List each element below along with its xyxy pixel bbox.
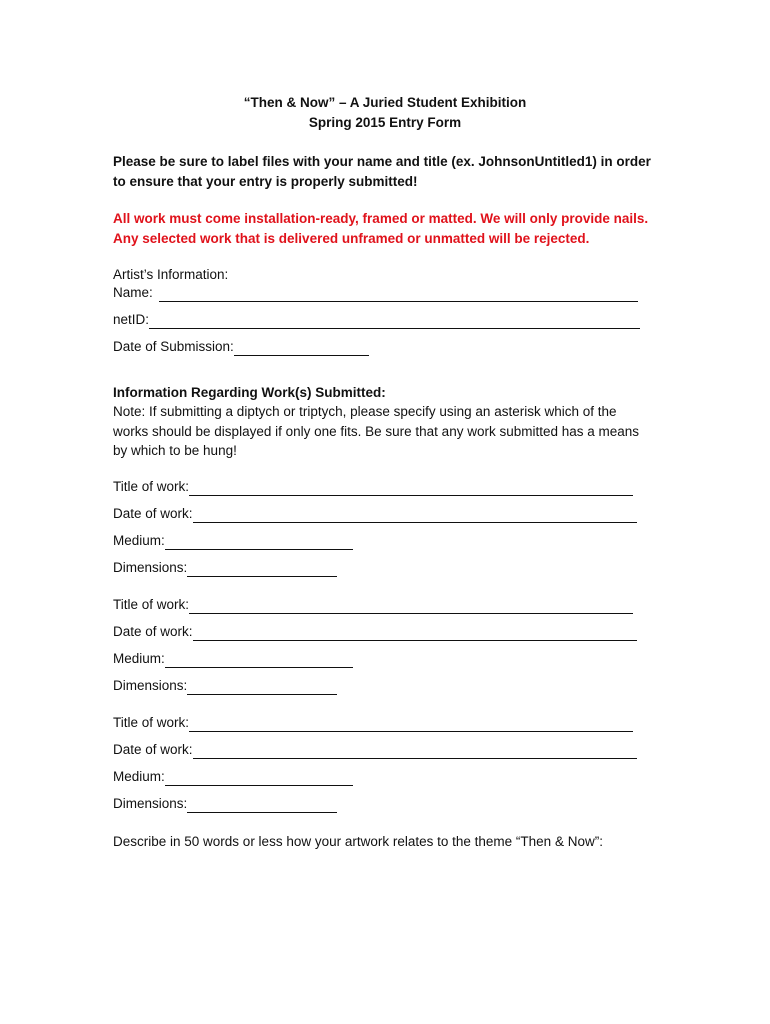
work-dimensions-label: Dimensions:	[113, 796, 188, 811]
works-heading: Information Regarding Work(s) Submitted:	[113, 385, 386, 400]
work-date-label: Date of work:	[113, 742, 193, 757]
work-dimensions-field[interactable]	[187, 680, 337, 695]
work-date-field[interactable]	[193, 508, 637, 523]
framing-warning-line: Any selected work that is delivered unframed or unmatted will be rejected.	[113, 230, 590, 246]
work-title-label: Title of work:	[113, 479, 190, 494]
work-medium-row	[113, 532, 353, 550]
work-dimensions-field[interactable]	[187, 798, 337, 813]
work-medium-label: Medium:	[113, 651, 165, 666]
submission-date-label: Date of Submission:	[113, 339, 234, 354]
name-label: Name:	[113, 285, 153, 300]
work-dimensions-row	[113, 677, 337, 695]
work-date-row	[113, 741, 637, 759]
work-date-field[interactable]	[193, 626, 637, 641]
work-dimensions-field[interactable]	[187, 562, 337, 577]
work-date-field[interactable]	[193, 744, 637, 759]
submission-date-row	[113, 338, 369, 356]
label-instructions	[113, 152, 673, 191]
works-note-line: Note: If submitting a diptych or triptych, please specify using an asterisk which of the	[113, 404, 617, 419]
work-title-field[interactable]	[189, 717, 633, 732]
work-medium-field[interactable]	[165, 771, 353, 786]
netid-field[interactable]	[149, 314, 640, 329]
work-title-label: Title of work:	[113, 597, 190, 612]
framing-warning-line: All work must come installation-ready, framed or matted. We will only provide nails.	[113, 211, 649, 226]
label-instructions-line: to ensure that your entry is properly submitted!	[113, 173, 418, 189]
theme-prompt: Describe in 50 words or less how your artwork relates to the theme “Then & Now”:	[113, 834, 603, 849]
netid-label: netID:	[113, 312, 150, 327]
work-medium-field[interactable]	[165, 653, 353, 668]
framing-warning	[113, 209, 673, 248]
work-medium-field[interactable]	[165, 535, 353, 550]
work-medium-row	[113, 650, 353, 668]
name-field-row	[113, 284, 638, 302]
work-title-field[interactable]	[189, 481, 633, 496]
works-note	[113, 402, 673, 461]
work-date-row	[113, 623, 637, 641]
work-title-label: Title of work:	[113, 715, 190, 730]
artist-info-heading: Artist’s Information:	[113, 267, 229, 282]
work-date-row	[113, 505, 637, 523]
name-field[interactable]	[159, 287, 638, 302]
work-title-field[interactable]	[189, 599, 633, 614]
submission-date-field[interactable]	[234, 341, 369, 356]
work-date-label: Date of work:	[113, 624, 193, 639]
work-medium-row	[113, 768, 353, 786]
work-dimensions-label: Dimensions:	[113, 560, 188, 575]
work-medium-label: Medium:	[113, 533, 165, 548]
work-dimensions-row	[113, 795, 337, 813]
form-subtitle: Spring 2015 Entry Form	[308, 115, 462, 130]
work-dimensions-row	[113, 559, 337, 577]
work-title-row	[113, 714, 633, 732]
work-title-row	[113, 596, 633, 614]
works-note-line: works should be displayed if only one fits. Be sure that any work submitted has a means	[113, 423, 640, 439]
netid-field-row	[113, 311, 640, 329]
form-title: “Then & Now” – A Juried Student Exhibition	[243, 95, 527, 110]
label-instructions-line: Please be sure to label files with your name and title (ex. JohnsonUntitled1) in order	[113, 154, 651, 169]
work-date-label: Date of work:	[113, 506, 193, 521]
works-note-line: by which to be hung!	[113, 443, 237, 458]
work-medium-label: Medium:	[113, 769, 165, 784]
work-dimensions-label: Dimensions:	[113, 678, 188, 693]
work-title-row	[113, 478, 633, 496]
